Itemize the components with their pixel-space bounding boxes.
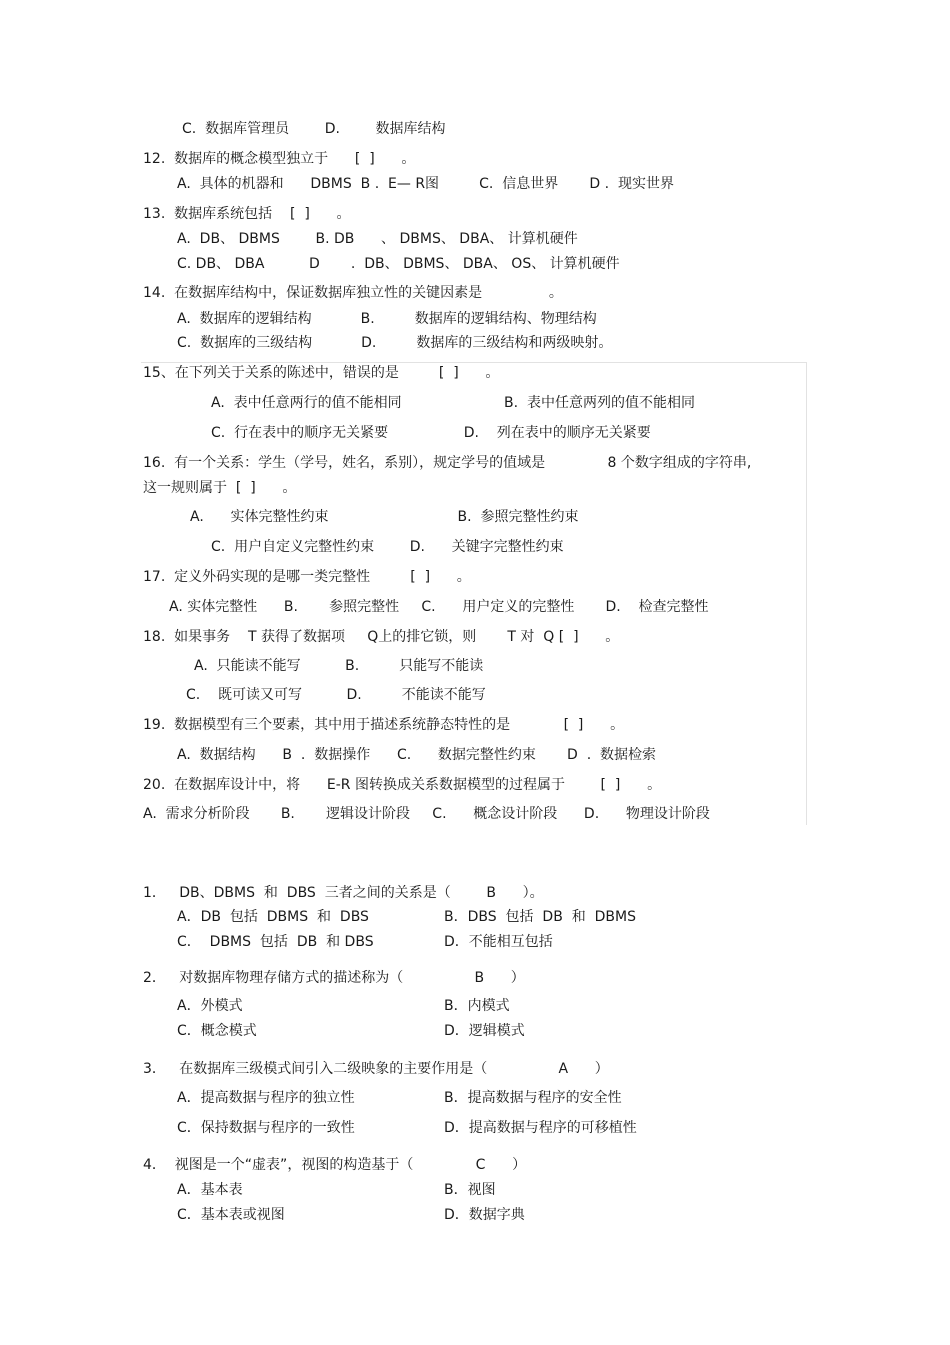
option-4a: A．基本表	[177, 1182, 243, 1198]
options-18-ab: A. 只能读不能写 B. 只能写不能读	[194, 658, 484, 674]
option-3a: A．提高数据与程序的独立性	[177, 1090, 355, 1106]
question-17: 17. 定义外码实现的是哪一类完整性 [ ] 。	[143, 569, 471, 585]
answered-question-1: 1． DB、DBMS 和 DBS 三者之间的关系是（ B ）。	[143, 885, 544, 901]
option-3c: C．保持数据与程序的一致性	[177, 1120, 355, 1136]
option-3d: D．提高数据与程序的可移植性	[444, 1120, 637, 1136]
options-13-cd: C. DB、 DBA D . DB、 DBMS、 DBA、 OS、 计算机硬件	[177, 256, 620, 272]
option-1c: C． DBMS 包括 DB 和 DBS	[177, 934, 374, 950]
question-15: 15、在下列关于关系的陈述中，错误的是 [ ] 。	[143, 365, 500, 381]
options-17: A. 实体完整性 B. 参照完整性 C. 用户定义的完整性 D. 检查完整性	[169, 599, 709, 615]
options-18-cd: C. 既可读又可写 D. 不能读不能写	[186, 687, 486, 703]
option-2c: C．概念模式	[177, 1023, 257, 1039]
question-20: 20. 在数据库设计中，将 E-R 图转换成关系数据模型的过程属于 [ ] 。	[143, 777, 662, 793]
option-2b: B．内模式	[444, 998, 510, 1014]
answered-question-4: 4． 视图是一个“虚表”，视图的构造基于（ C ）	[143, 1157, 527, 1173]
options-16-ab: A. 实体完整性约束 B. 参照完整性约束	[190, 509, 579, 525]
option-1d: D．不能相互包括	[444, 934, 553, 950]
option-2a: A．外模式	[177, 998, 243, 1014]
option-2d: D．逻辑模式	[444, 1023, 525, 1039]
options-16-cd: C. 用户自定义完整性约束 D. 关键字完整性约束	[211, 539, 564, 555]
question-13: 13. 数据库系统包括 [ ] 。	[143, 206, 351, 222]
options-20: A. 需求分析阶段 B. 逻辑设计阶段 C. 概念设计阶段 D. 物理设计阶段	[143, 806, 710, 822]
options-12: A. 具体的机器和 DBMS B . E— R图 C. 信息世界 D . 现实世界	[177, 176, 674, 192]
option-4d: D．数据字典	[444, 1207, 525, 1223]
question-19: 19. 数据模型有三个要素，其中用于描述系统静态特性的是 [ ] 。	[143, 717, 625, 733]
option-4c: C．基本表或视图	[177, 1207, 285, 1223]
question-16: 16. 有一个关系：学生（学号，姓名，系别），规定学号的值域是 8 个数字组成的字符串,	[143, 455, 752, 471]
question-12: 12. 数据库的概念模型独立于 [ ] 。	[143, 151, 416, 167]
options-14-ab: A. 数据库的逻辑结构 B. 数据库的逻辑结构、物理结构	[177, 311, 597, 327]
options-15-ab: A. 表中任意两行的值不能相同 B. 表中任意两列的值不能相同	[211, 395, 695, 411]
options-13-ab: A. DB、 DBMS B. DB 、 DBMS、 DBA、 计算机硬件	[177, 231, 578, 247]
options-15-cd: C. 行在表中的顺序无关紧要 D. 列在表中的顺序无关紧要	[211, 425, 651, 441]
option-1b: B．DBS 包括 DB 和 DBMS	[444, 909, 636, 925]
option-4b: B．视图	[444, 1182, 496, 1198]
option-3b: B．提高数据与程序的安全性	[444, 1090, 622, 1106]
answered-question-2: 2． 对数据库物理存储方式的描述称为（ B ）	[143, 970, 525, 986]
question-18: 18. 如果事务 T 获得了数据项 Q上的排它锁，则 T 对 Q [ ] 。	[143, 629, 620, 645]
question-14: 14. 在数据库结构中，保证数据库独立性的关键因素是 。	[143, 285, 563, 301]
options-14-cd: C. 数据库的三级结构 D. 数据库的三级结构和两级映射。	[177, 335, 613, 351]
options-19: A. 数据结构 B . 数据操作 C. 数据完整性约束 D . 数据检索	[177, 747, 657, 763]
question-16-cont: 这一规则属于 [ ] 。	[143, 480, 297, 496]
answered-question-3: 3． 在数据库三级模式间引入二级映象的主要作用是（ A ）	[143, 1061, 609, 1077]
text-line: C. 数据库管理员 D. 数据库结构	[182, 121, 446, 137]
option-1a: A．DB 包括 DBMS 和 DBS	[177, 909, 369, 925]
